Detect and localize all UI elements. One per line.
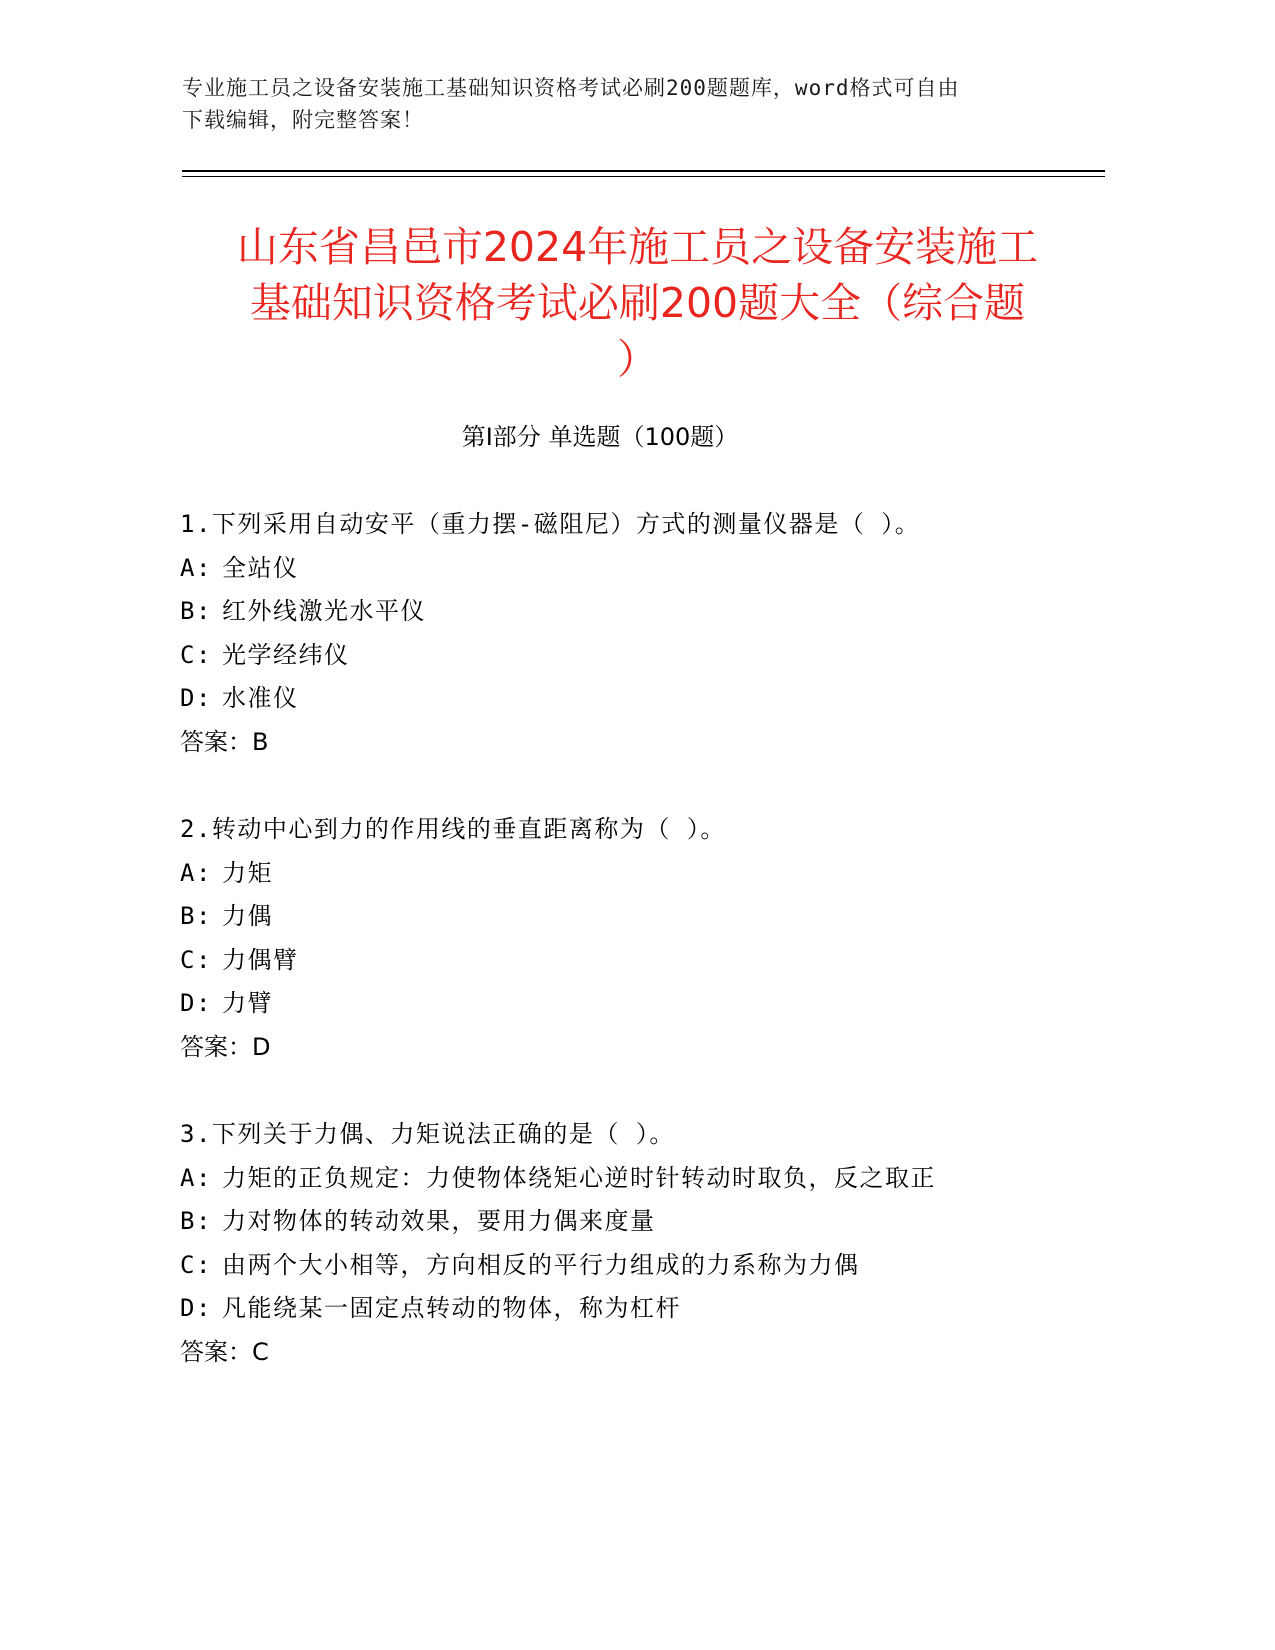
- option-text: 力矩的正负规定：力使物体绕矩心逆时针转动时取负，反之取正: [222, 1163, 936, 1192]
- answer: 答案：C: [180, 1337, 269, 1366]
- header-divider-thin: [182, 176, 1105, 177]
- option-text: 水准仪: [222, 684, 299, 712]
- option-key: A:: [180, 553, 212, 582]
- header-note-line-1: 专业施工员之设备安装施工基础知识资格考试必刷200题题库，word格式可自由: [182, 76, 960, 100]
- document-title-line-1: 山东省昌邑市2024年施工员之设备安装施工: [236, 223, 1039, 271]
- document-title-line-3: ）: [617, 335, 658, 383]
- option-text: 力偶臂: [222, 945, 299, 974]
- option-b: [180, 590, 1080, 634]
- answer: 答案：B: [180, 727, 269, 756]
- option-text: 力矩: [222, 858, 273, 887]
- question-stem: 1.下列采用自动安平（重力摆-磁阻尼）方式的测量仪器是（ ）。: [180, 510, 921, 538]
- option-text: 全站仪: [222, 553, 299, 582]
- option-c: [180, 634, 1080, 678]
- option-key: C:: [180, 945, 212, 974]
- option-text: 光学经纬仪: [222, 640, 350, 669]
- option-text: 力对物体的转动效果，要用力偶来度量: [222, 1207, 656, 1235]
- option-a: [180, 547, 1080, 591]
- option-key: A:: [180, 1163, 212, 1192]
- option-d: [180, 1287, 1080, 1331]
- option-b: [180, 1200, 1080, 1244]
- option-key: A:: [180, 858, 212, 887]
- option-text: 力偶: [222, 902, 273, 930]
- option-key: B:: [180, 597, 212, 625]
- document-title-line-2: 基础知识资格考试必刷200题大全（综合题: [249, 279, 1026, 327]
- option-key: D:: [180, 684, 212, 712]
- option-key: D:: [180, 989, 212, 1017]
- option-text: 红外线激光水平仪: [222, 597, 426, 625]
- option-key: D:: [180, 1294, 212, 1322]
- option-key: B:: [180, 1207, 212, 1235]
- answer: 答案：D: [180, 1032, 271, 1061]
- option-key: C:: [180, 1250, 212, 1279]
- header-note: [182, 72, 1062, 136]
- option-a: [180, 852, 1080, 896]
- question-1: [180, 503, 1080, 764]
- option-key: B:: [180, 902, 212, 930]
- question-2: [180, 808, 1080, 1069]
- question-3: [180, 1113, 1080, 1374]
- option-a: [180, 1157, 1080, 1201]
- option-b: [180, 895, 1080, 939]
- header-divider-thick: [182, 170, 1105, 172]
- section-title: 第Ⅰ部分 单选题（100题）: [461, 423, 739, 451]
- option-text: 力臂: [222, 989, 273, 1017]
- option-c: [180, 1244, 1080, 1288]
- question-stem: 3.下列关于力偶、力矩说法正确的是（ ）。: [180, 1120, 675, 1148]
- header-note-line-2: 下载编辑，附完整答案！: [182, 108, 424, 132]
- option-d: [180, 677, 1080, 721]
- document-title: [160, 219, 1115, 387]
- option-c: [180, 939, 1080, 983]
- option-text: 由两个大小相等，方向相反的平行力组成的力系称为力偶: [222, 1250, 860, 1279]
- option-d: [180, 982, 1080, 1026]
- option-text: 凡能绕某一固定点转动的物体，称为杠杆: [222, 1294, 681, 1322]
- option-key: C:: [180, 640, 212, 669]
- question-stem: 2.转动中心到力的作用线的垂直距离称为（ ）。: [180, 815, 726, 843]
